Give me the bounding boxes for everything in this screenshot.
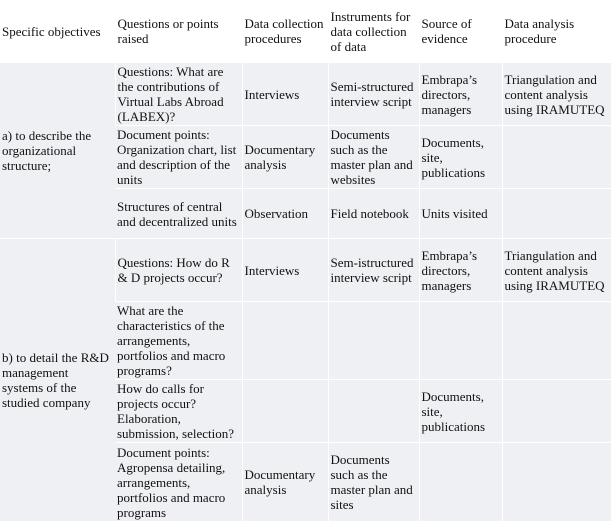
table-cell: Documents, site, publications bbox=[419, 126, 502, 189]
table-row bbox=[0, 63, 611, 126]
table-cell: Documents such as the master plan and sites bbox=[328, 443, 419, 522]
table-cell: Document points: Agropensa detailing, arrangements, portfolios and macro programs bbox=[115, 443, 242, 522]
table-cell: Semi-structured interview script bbox=[328, 63, 419, 126]
table-cell: Interviews bbox=[242, 63, 328, 126]
table-cell: Units visited bbox=[419, 189, 502, 239]
header-cell: Data collection procedures bbox=[242, 0, 328, 63]
table-cell: Documents, site, publications bbox=[419, 380, 502, 443]
header-cell: Instruments for data collection of data bbox=[328, 0, 419, 63]
table-cell bbox=[328, 380, 419, 443]
table-cell: Documents such as the master plan and websites bbox=[328, 126, 419, 189]
table-cell bbox=[419, 302, 502, 380]
header-cell: Specific objectives bbox=[0, 0, 115, 63]
table-cell bbox=[502, 302, 611, 380]
table-cell: Embrapa’s directors, managers bbox=[419, 63, 502, 126]
table-cell: Interviews bbox=[242, 239, 328, 302]
table-cell: Questions: What are the contributions of Virtual Labs Abroad (LABEX)? bbox=[115, 63, 242, 126]
table-cell: Embrapa’s directors, managers bbox=[419, 239, 502, 302]
header-cell: Questions or points raised bbox=[115, 0, 242, 63]
table-cell bbox=[502, 380, 611, 443]
table-cell bbox=[502, 126, 611, 189]
table-cell bbox=[328, 302, 419, 380]
table-cell: Questions: How do R & D projects occur? bbox=[115, 239, 242, 302]
objective-cell: b) to detail the R&D management systems of the studied company bbox=[0, 239, 115, 522]
table-cell bbox=[242, 302, 328, 380]
table-cell: Triangulation and content analysis using IRAMUTEQ bbox=[502, 63, 611, 126]
table-row bbox=[0, 239, 611, 302]
header-cell: Data analysis procedure bbox=[502, 0, 611, 63]
objective-cell: a) to describe the organizational structure; bbox=[0, 63, 115, 239]
table-cell bbox=[502, 443, 611, 522]
table-cell: What are the characteristics of the arrangements, portfolios and macro programs? bbox=[115, 302, 242, 380]
table-cell bbox=[419, 443, 502, 522]
table-cell bbox=[502, 189, 611, 239]
table-cell: Field notebook bbox=[328, 189, 419, 239]
table-cell: Triangulation and content analysis using IRAMUTEQ bbox=[502, 239, 611, 302]
table-header-row bbox=[0, 0, 611, 63]
table-cell bbox=[242, 380, 328, 443]
table-cell: Sem-istructured interview script bbox=[328, 239, 419, 302]
table-cell: Observation bbox=[242, 189, 328, 239]
table-cell: Structures of central and decentralized units bbox=[115, 189, 242, 239]
table-cell: Documentary analysis bbox=[242, 443, 328, 522]
header-cell: Source of evidence bbox=[419, 0, 502, 63]
table-cell: Document points: Organization chart, list and description of the units bbox=[115, 126, 242, 189]
table-cell: Documentary analysis bbox=[242, 126, 328, 189]
table-cell: How do calls for projects occur? Elaboration, submission, selection? bbox=[115, 380, 242, 443]
